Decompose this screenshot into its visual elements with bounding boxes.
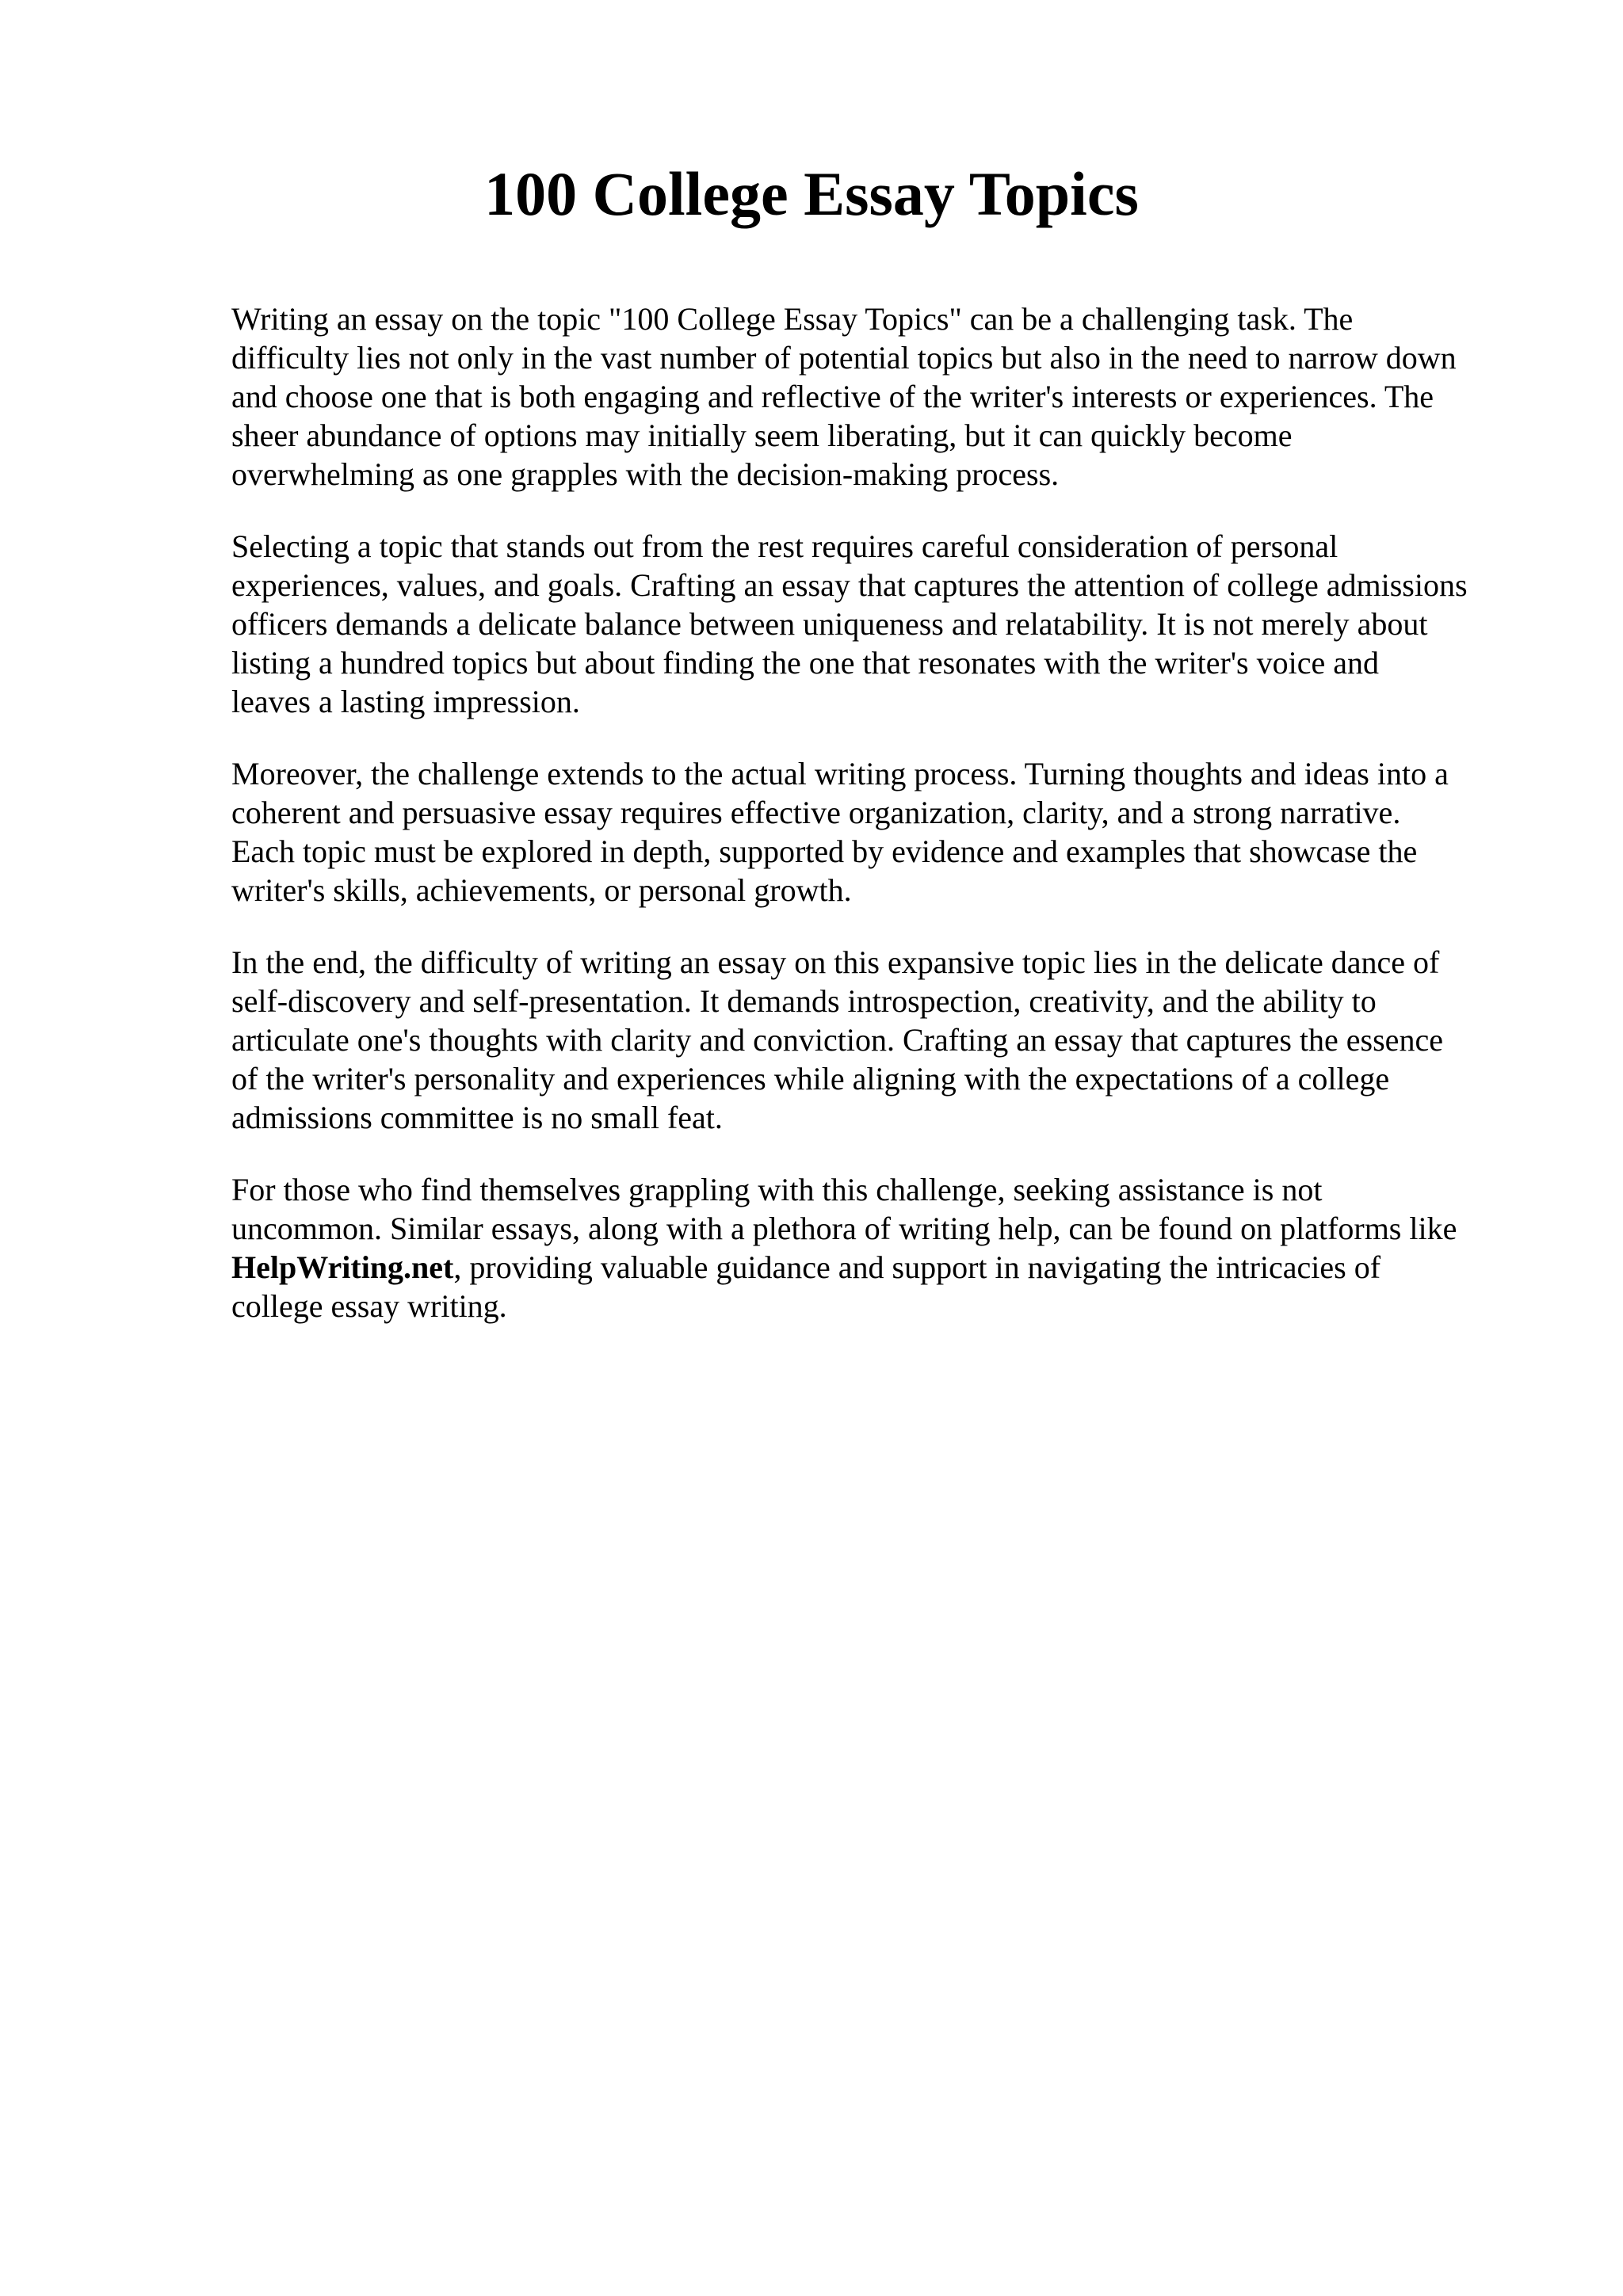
- paragraph-line: admissions committee is no small feat.: [231, 1100, 723, 1135]
- paragraph-line: and choose one that is both engaging and reflective of the writer's interests or experiences. The: [231, 379, 1434, 414]
- helpwriting-link-text: HelpWriting.net: [231, 1249, 454, 1285]
- document-body: [231, 299, 1555, 1359]
- paragraph-line: In the end, the difficulty of writing an essay on this expansive topic lies in the delicate dance of: [231, 944, 1440, 980]
- paragraph-line: articulate one's thoughts with clarity and conviction. Crafting an essay that captures the essence: [231, 1022, 1443, 1058]
- paragraph-line: coherent and persuasive essay requires effective organization, clarity, and a strong narrative.: [231, 795, 1401, 830]
- paragraph-line: difficulty lies not only in the vast number of potential topics but also in the need to narrow down: [231, 340, 1457, 376]
- paragraph-line-continuation: , providing valuable guidance and support in navigating the intricacies of: [453, 1249, 1381, 1285]
- paragraph-line: overwhelming as one grapples with the decision-making process.: [231, 456, 1060, 492]
- paragraph-line: college essay writing.: [231, 1288, 507, 1324]
- paragraph-line: leaves a lasting impression.: [231, 684, 580, 719]
- paragraph-line: self-discovery and self-presentation. It demands introspection, creativity, and the ability to: [231, 983, 1377, 1019]
- paragraph-line: Selecting a topic that stands out from the rest requires careful consideration of personal: [231, 528, 1338, 564]
- paragraph-line: Writing an essay on the topic "100 College Essay Topics" can be a challenging task. The: [231, 301, 1354, 337]
- paragraph-5: [231, 1170, 1555, 1325]
- paragraph-2: [231, 527, 1555, 721]
- paragraph-line: For those who find themselves grappling with this challenge, seeking assistance is not: [231, 1172, 1323, 1207]
- paragraph-line: experiences, values, and goals. Crafting an essay that captures the attention of college admissions: [231, 567, 1468, 603]
- paragraph-4: [231, 943, 1555, 1137]
- document-title: 100 College Essay Topics: [484, 159, 1139, 228]
- paragraph-line: listing a hundred topics but about finding the one that resonates with the writer's voice and: [231, 645, 1379, 681]
- paragraph-line-with-link: [231, 1248, 1555, 1287]
- paragraph-line: writer's skills, achievements, or personal growth.: [231, 872, 852, 908]
- paragraph-3: [231, 754, 1555, 910]
- paragraph-line: sheer abundance of options may initially seem liberating, but it can quickly become: [231, 418, 1293, 453]
- paragraph-line: Each topic must be explored in depth, supported by evidence and examples that showcase the: [231, 833, 1418, 869]
- paragraph-line: Moreover, the challenge extends to the actual writing process. Turning thoughts and ideas into a: [231, 756, 1449, 791]
- paragraph-line: officers demands a delicate balance between uniqueness and relatability. It is not merely about: [231, 606, 1428, 642]
- paragraph-line: of the writer's personality and experiences while aligning with the expectations of a college: [231, 1061, 1390, 1097]
- paragraph-line: uncommon. Similar essays, along with a plethora of writing help, can be found on platforms like: [231, 1211, 1457, 1246]
- paragraph-1: [231, 299, 1555, 494]
